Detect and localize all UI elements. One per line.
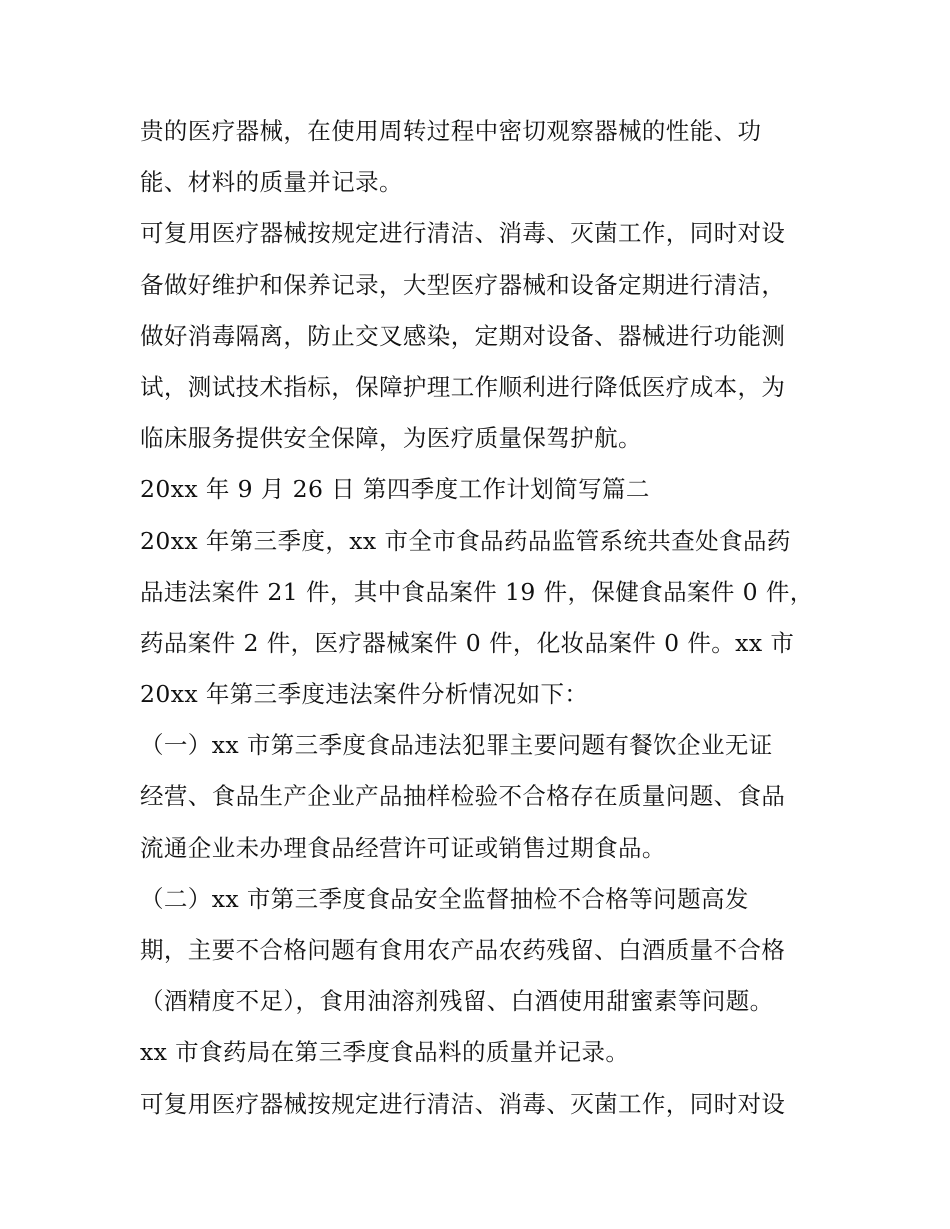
text-line: 品违法案件 21 件，其中食品案件 19 件，保健食品案件 0 件， — [140, 577, 814, 606]
text-line: 期，主要不合格问题有食用农产品农药残留、白酒质量不合格 — [140, 936, 786, 964]
text-line: 可复用医疗器械按规定进行清洁、消毒、灭菌工作，同时对设 — [140, 219, 786, 248]
text-line: 试，测试技术指标，保障护理工作顺利进行降低医疗成本，为 — [140, 372, 786, 401]
text-line: （二）xx 市第三季度食品安全监督抽检不合格等问题高发 — [140, 884, 749, 913]
text-line: 20xx 年第三季度违法案件分析情况如下： — [140, 680, 589, 709]
text-line: 临床服务提供安全保障，为医疗质量保驾护航。 — [140, 424, 642, 453]
text-line: xx 市食药局在第三季度食品料的质量并记录。 — [140, 1038, 630, 1067]
document-body — [140, 106, 820, 1130]
text-line: 20xx 年第三季度，xx 市全市食品药品监管系统共查处食品药 — [140, 526, 791, 555]
text-line: 备做好维护和保养记录，大型医疗器械和设备定期进行清洁， — [140, 270, 786, 299]
text-line: （一）xx 市第三季度食品违法犯罪主要问题有餐饮企业无证 — [140, 731, 773, 760]
text-line: 能、材料的质量并记录。 — [140, 168, 403, 197]
text-line: 做好消毒隔离，防止交叉感染，定期对设备、器械进行功能测 — [140, 321, 786, 350]
text-line: 经营、食品生产企业产品抽样检验不合格存在质量问题、食品 — [140, 782, 786, 811]
section-heading: 20xx 年 9 月 26 日 第四季度工作计划简写篇二 — [140, 475, 650, 504]
text-line: 可复用医疗器械按规定进行清洁、消毒、灭菌工作，同时对设 — [140, 1089, 786, 1118]
text-line: 贵的医疗器械，在使用周转过程中密切观察器械的性能、功 — [140, 117, 762, 145]
text-line: 流通企业未办理食品经营许可证或销售过期食品。 — [140, 833, 666, 862]
text-line: 药品案件 2 件，医疗器械案件 0 件，化妆品案件 0 件。xx 市 — [140, 628, 795, 657]
text-line: （酒精度不足），食用油溶剂残留、白酒使用甜蜜素等问题。 — [140, 987, 774, 1016]
